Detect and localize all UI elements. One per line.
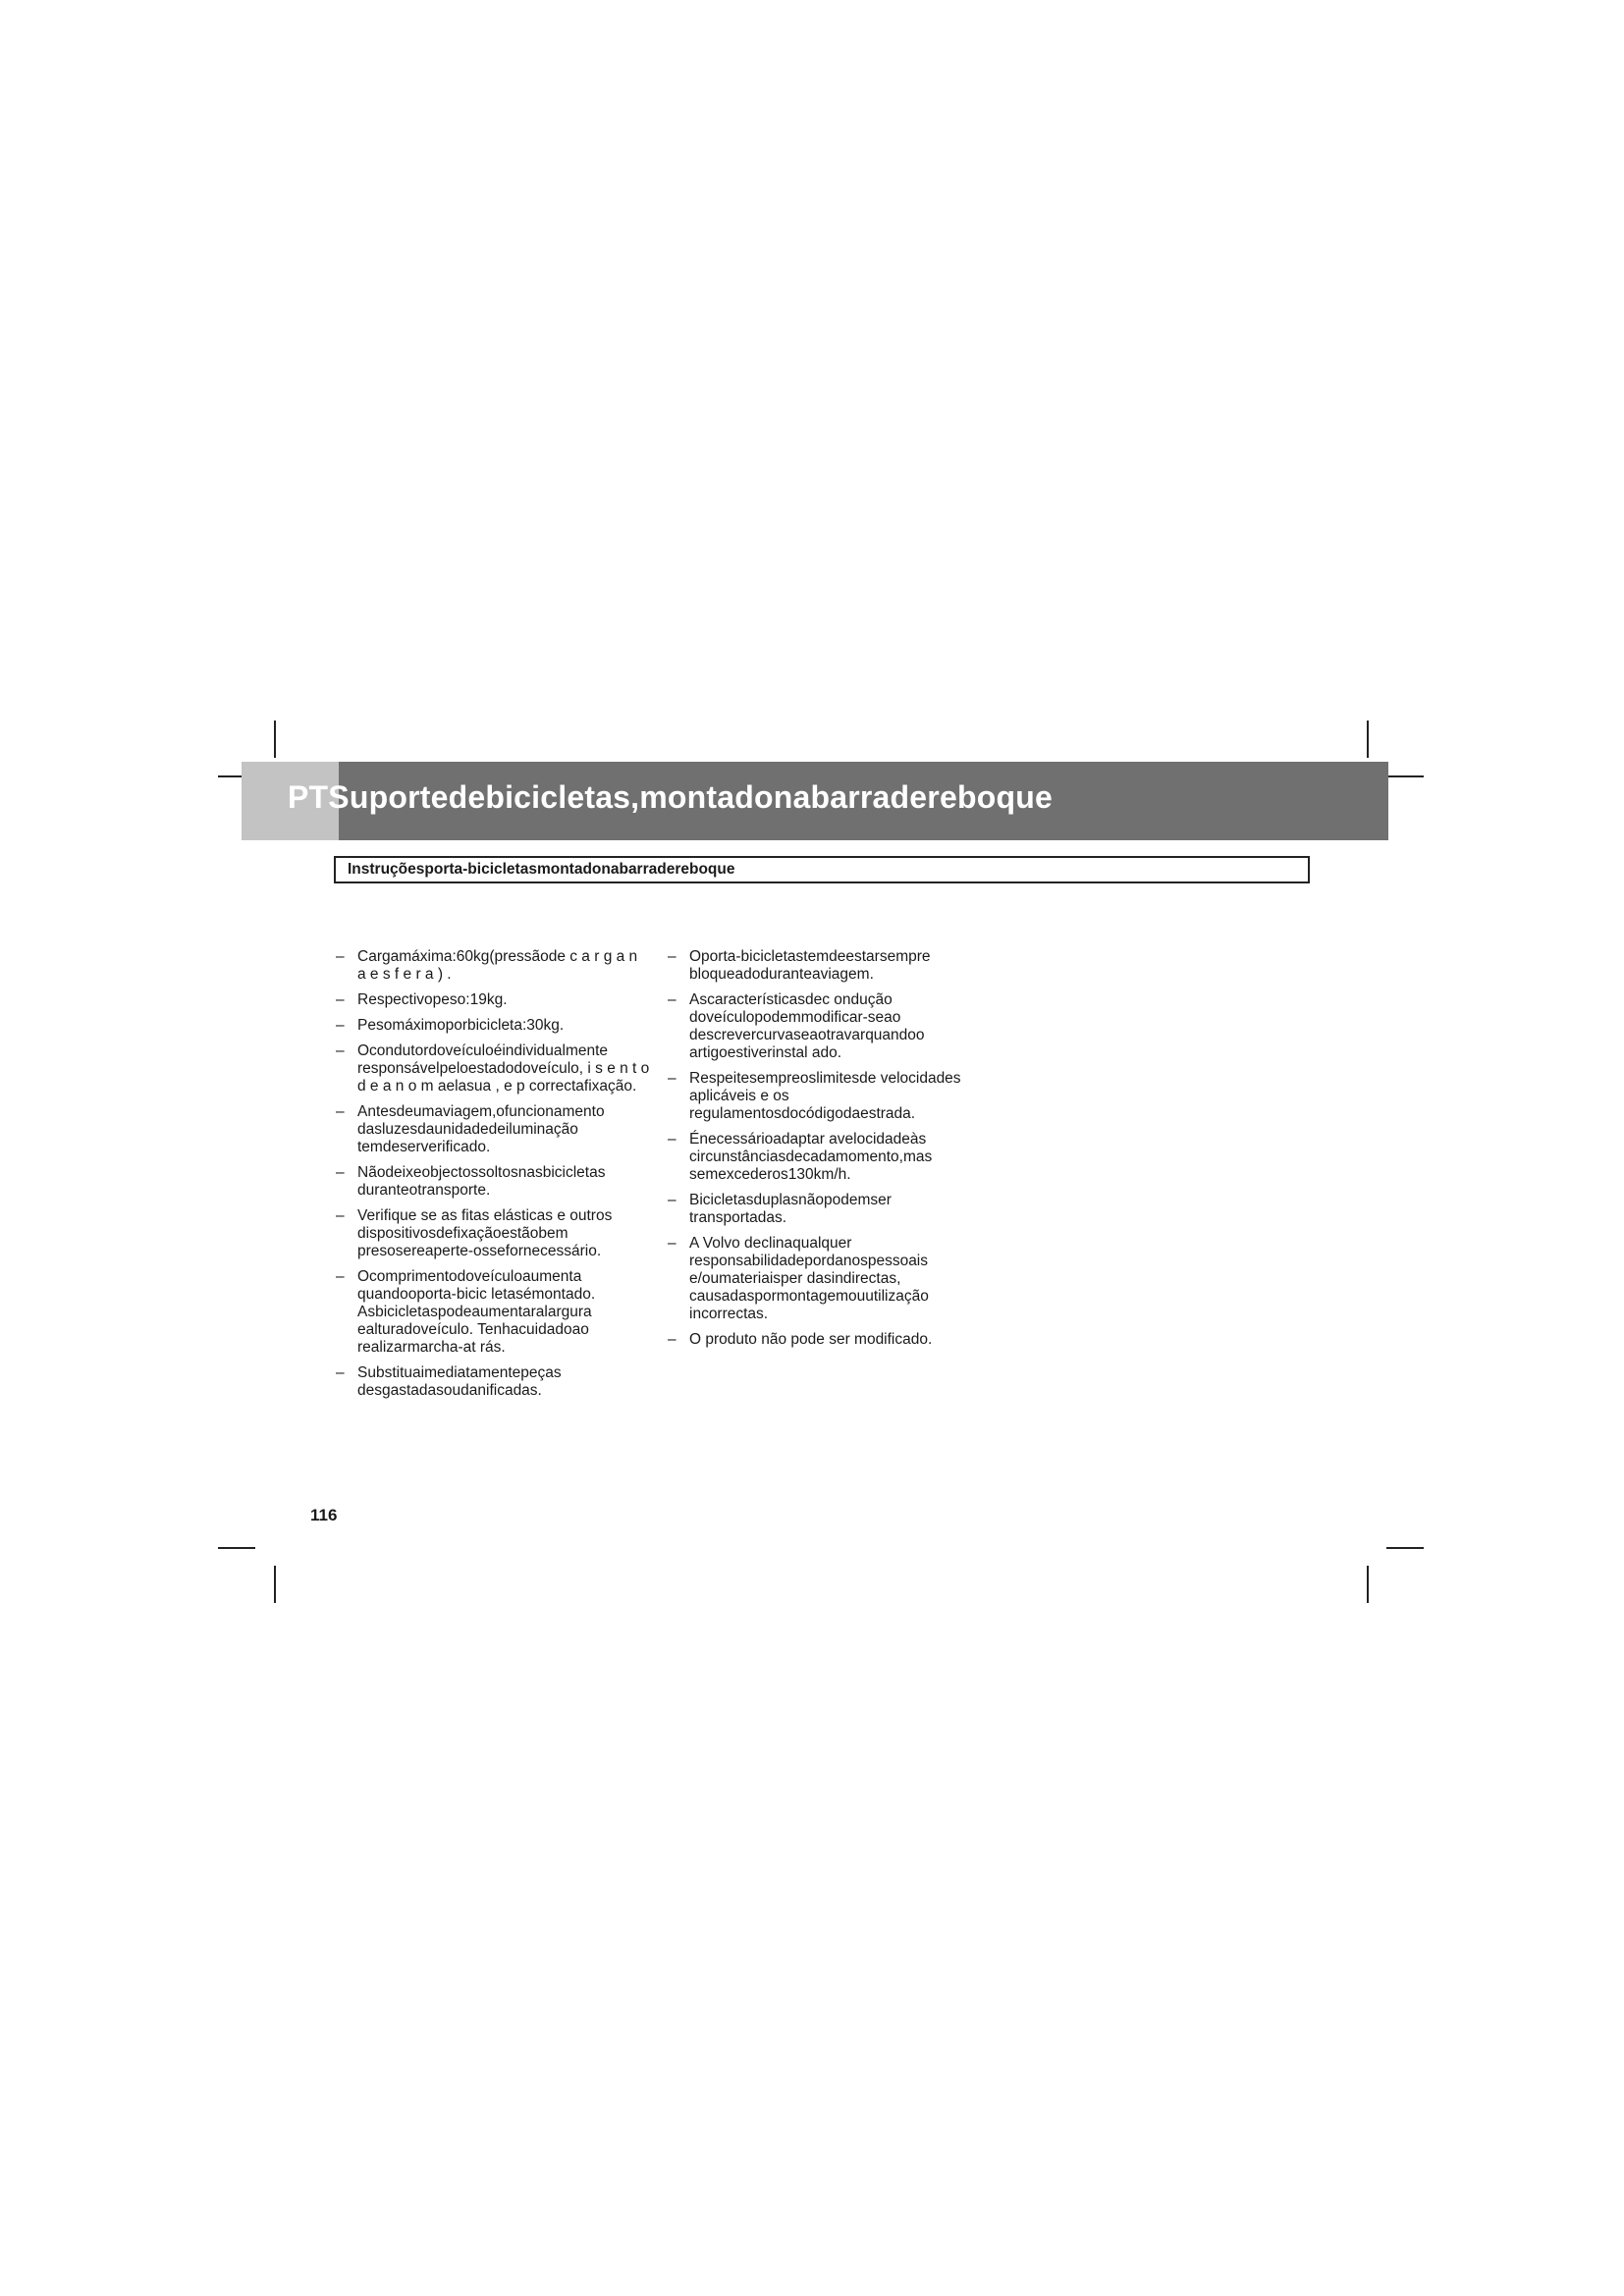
list-item: – Ascaracterísticasdec ondução doveículopodemmodificar-seao descrevercurvaseaotravarquandoo artigoestiverinstal ado.	[668, 991, 925, 1061]
list-item: – O produto não pode ser modificado.	[668, 1331, 933, 1348]
left-column	[336, 948, 650, 1408]
crop-mark	[1367, 1566, 1369, 1603]
crop-mark	[218, 1547, 255, 1549]
list-item: – Pesomáximoporbicicleta:30kg.	[336, 1017, 565, 1034]
list-item: – Cargamáxima:60kg(pressãode c a r g a n a e s f e r a ) .	[336, 948, 638, 983]
page-number: 116	[310, 1506, 338, 1524]
list-item: – Énecessárioadaptar avelocidadeàs circunstânciasdecadamomento,mas semexcederos130km/h.	[668, 1131, 933, 1183]
list-item: – Ocondutordoveículoéindividualmente responsávelpeloestadodoveículo, i s e n t o d e a n o m aelasua , e p correctafixação.	[336, 1042, 650, 1095]
list-item: – Substituaimediatamentepeças desgastadasoudanificadas.	[336, 1364, 562, 1399]
section-heading-box	[334, 856, 1310, 883]
crop-mark	[1386, 1547, 1424, 1549]
crop-mark	[274, 721, 276, 758]
list-item: – Oporta-bicicletastemdeestarsempre bloqueadoduranteaviagem.	[668, 948, 931, 983]
crop-mark	[1367, 721, 1369, 758]
section-heading: Instruçõesporta-bicicletasmontadonabarradereboque	[348, 861, 735, 878]
right-column	[668, 948, 982, 1357]
crop-mark	[1386, 775, 1424, 777]
page-title: PTSuportedebicicletas,montadonabarradereboque	[288, 779, 1053, 815]
list-item: – Respeitesempreoslimitesde velocidades aplicáveis e os regulamentosdocódigodaestrada.	[668, 1070, 961, 1122]
list-item: – A Volvo declinaqualquer responsabilidadepordanospessoais e/oumateriaisper dasindirectas, causadaspormontagemouutilização incorrectas.	[668, 1235, 929, 1322]
list-item: – Nãodeixeobjectossoltosnasbicicletas duranteotransporte.	[336, 1164, 606, 1199]
list-item: – Verifique se as fitas elásticas e outros dispositivosdefixaçãoestãobem presosereaperte-ossefornecessário.	[336, 1207, 613, 1259]
list-item: – Ocomprimentodoveículoaumenta quandooporta-bicic letasémontado. Asbicicletaspodeaumentaralargura ealturadoveículo. Tenhacuidadoao realizarmarcha-at rás.	[336, 1268, 596, 1356]
title-banner	[242, 762, 1388, 840]
crop-mark	[274, 1566, 276, 1603]
list-item: – Antesdeumaviagem,ofuncionamento dasluzesdaunidadedeiluminação temdeserverificado.	[336, 1103, 605, 1155]
list-item: – Respectivopeso:19kg.	[336, 991, 508, 1008]
list-item: – Bicicletasduplasnãopodemser transportadas.	[668, 1192, 892, 1226]
